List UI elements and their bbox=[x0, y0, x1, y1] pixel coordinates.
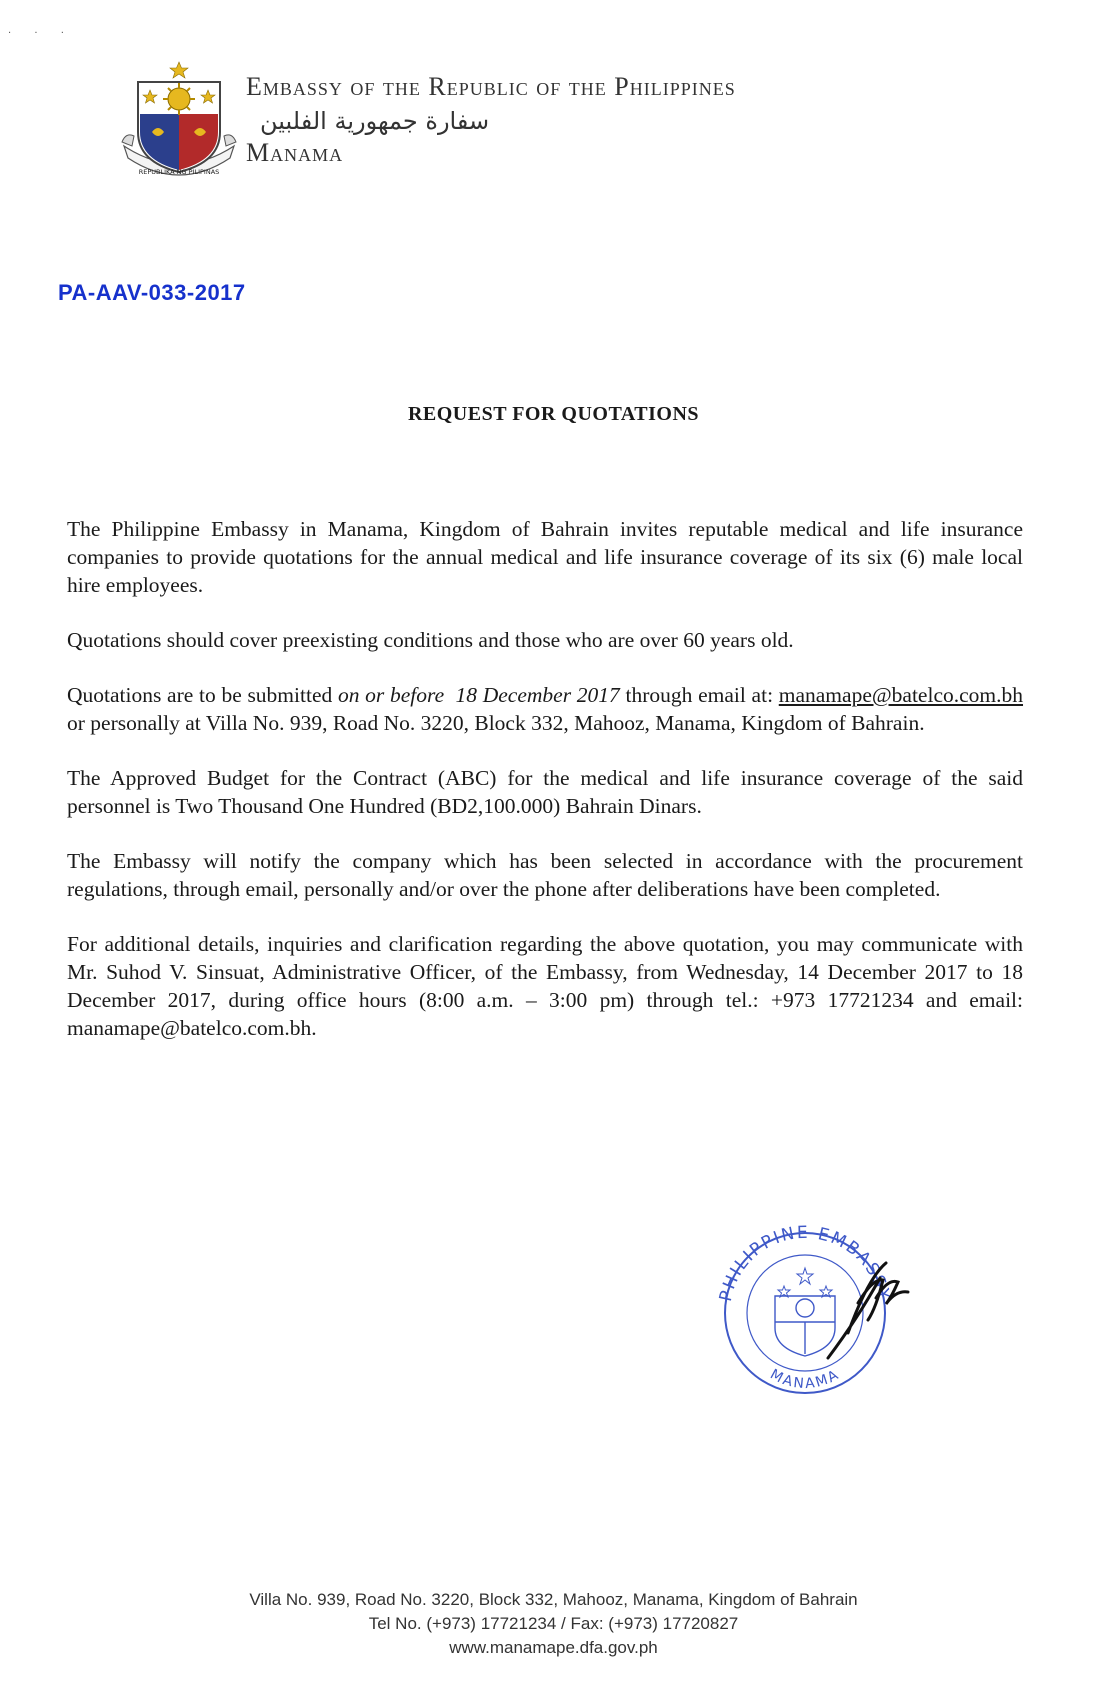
seal-top-text: PHILIPPINE EMBASSY bbox=[715, 1222, 895, 1304]
philippine-coat-of-arms-icon bbox=[118, 54, 240, 184]
submission-email-link[interactable]: manamape@batelco.com.bh bbox=[778, 683, 1024, 707]
letterhead-text bbox=[246, 72, 736, 168]
deadline-date: 18 December 2017 bbox=[455, 683, 620, 707]
paragraph-contact: For additional details, inquiries and clarification regarding the above quotation, you may communicate with Mr. Suhod V. Sinsuat, Administrative Officer, of the Embassy, from Wednesday, 14 December 2017 to 18 December 2017, during office hours (8:00 a.m. – 3:00 pm) through tel.: +973 17721234 and email: manamape@batelco.com.bh. bbox=[67, 932, 1023, 1040]
deadline-prefix: on or before bbox=[337, 683, 445, 707]
paragraph-invitation: The Philippine Embassy in Manama, Kingdom of Bahrain invites reputable medical and life insurance companies to provide quotations for the annual medical and life insurance coverage of its six (6) male local hire employees. bbox=[67, 517, 1023, 597]
submission-text-c: or personally at Villa No. 939, Road No. 3220, Block 332, Mahooz, Manama, Kingdom of Bahrain. bbox=[67, 711, 925, 735]
seal-bottom-text: MANAMA bbox=[767, 1366, 843, 1393]
footer-website-link[interactable]: www.manamape.dfa.gov.ph bbox=[449, 1638, 658, 1657]
paragraph-notification: The Embassy will notify the company which has been selected in accordance with the procurement regulations, through email, personally and/or over the phone after deliberations have been completed. bbox=[67, 849, 1023, 901]
letterhead bbox=[118, 52, 998, 192]
embassy-name-english: Embassy of the Republic of the Philippines bbox=[246, 72, 736, 101]
paragraph-submission bbox=[67, 681, 1023, 737]
footer-address: Villa No. 939, Road No. 3220, Block 332, Mahooz, Manama, Kingdom of Bahrain bbox=[249, 1590, 858, 1609]
letter-body bbox=[67, 515, 1023, 1069]
embassy-city: Manama bbox=[246, 138, 344, 167]
crest-ribbon-text: REPUBLIKA NG PILIPINAS bbox=[138, 168, 220, 176]
submission-text-b: through email at: bbox=[619, 683, 779, 707]
footer-phone-fax: Tel No. (+973) 17721234 / Fax: (+973) 17720827 bbox=[368, 1614, 739, 1633]
scan-specks: · · · bbox=[8, 28, 74, 39]
document-title: REQUEST FOR QUOTATIONS bbox=[407, 403, 700, 425]
footer bbox=[0, 1588, 1107, 1660]
embassy-seal-stamp bbox=[708, 1208, 918, 1418]
paragraph-coverage: Quotations should cover preexisting conditions and those who are over 60 years old. bbox=[67, 628, 794, 652]
reference-number: PA-AAV-033-2017 bbox=[58, 280, 246, 305]
paragraph-budget: The Approved Budget for the Contract (ABC) for the medical and life insurance coverage of the said personnel is Two Thousand One Hundred (BD2,100.000) Bahrain Dinars. bbox=[67, 766, 1023, 818]
embassy-name-arabic: سفارة جمهورية الفلبين bbox=[260, 107, 490, 135]
submission-text-a: Quotations are to be submitted bbox=[67, 683, 338, 707]
